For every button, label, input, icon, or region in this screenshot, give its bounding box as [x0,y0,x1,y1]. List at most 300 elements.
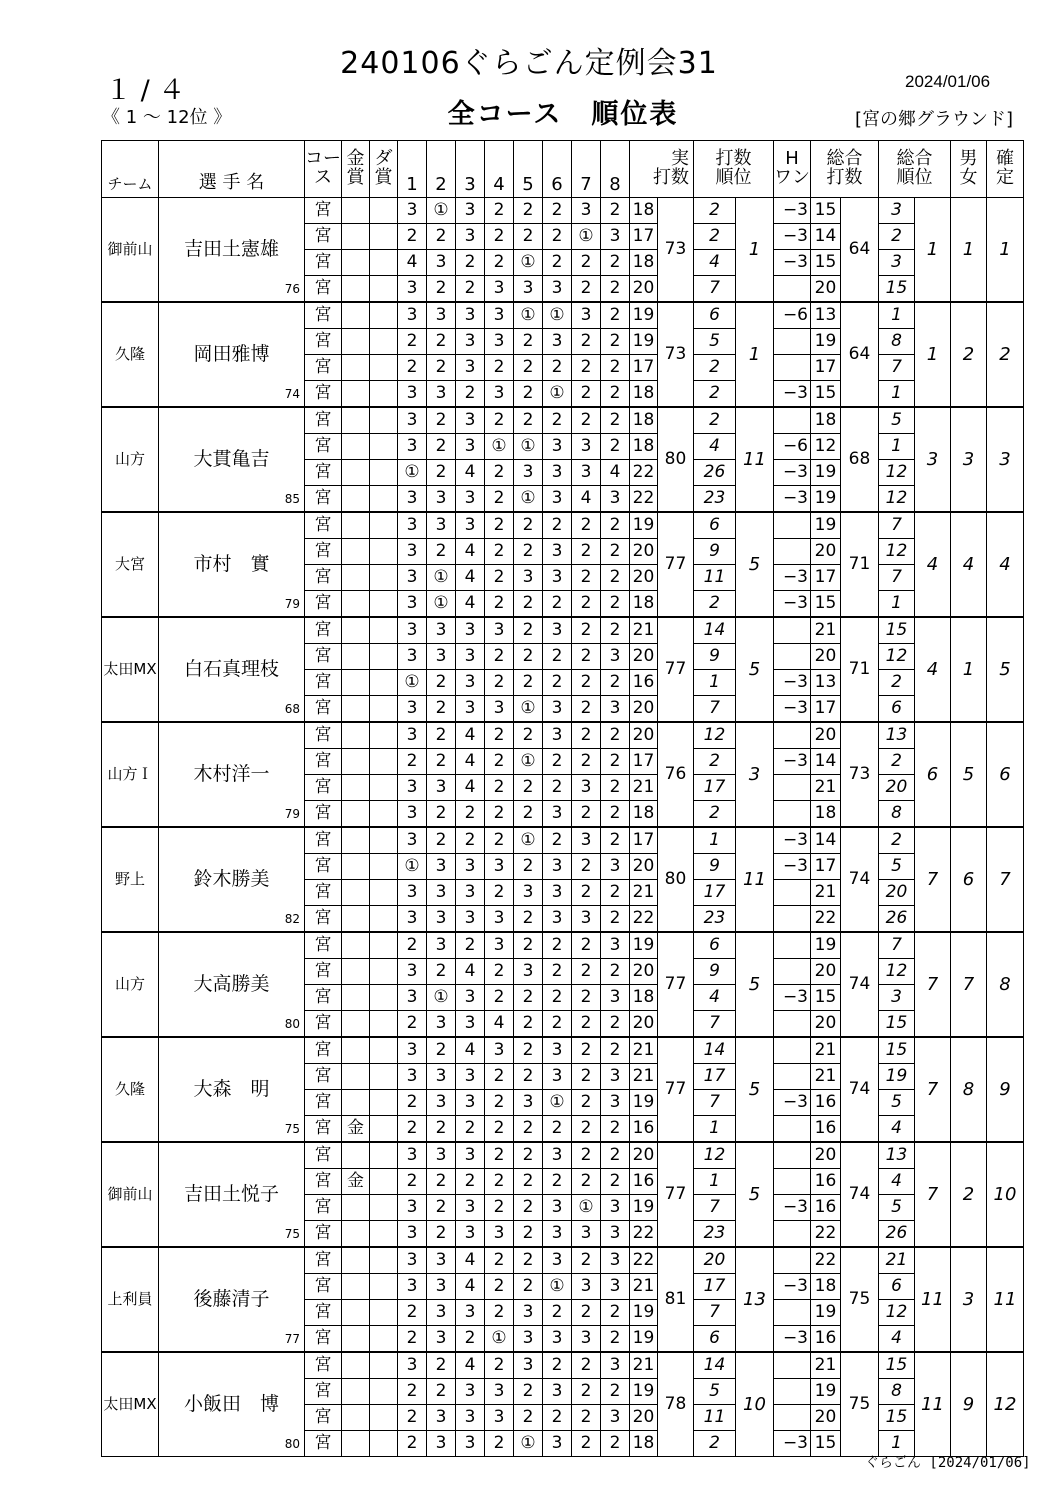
round-rank-cell: 1 [694,1116,736,1143]
da-cell [370,617,398,644]
final-rank-cell: 11 [987,1247,1024,1352]
sub-total-cell: 14 [811,827,841,854]
hole-score-cell: 3 [398,906,427,933]
hole-score-cell: 2 [427,276,456,303]
hole-score-cell: 3 [398,1352,427,1379]
player-name: 後藤清子 [193,1288,270,1310]
h1-cell: −3 [774,1431,811,1457]
hole-score-cell: 4 [456,1352,485,1379]
sub-total-cell: 17 [811,854,841,880]
sub-rank-cell: 4 [879,1116,915,1143]
gold-cell [342,1064,370,1090]
strokes-rank-cell: 1 [736,302,774,407]
sub-rank-cell: 5 [879,1195,915,1221]
gold-cell [342,827,370,854]
hole-score-cell: 3 [398,827,427,854]
hole-score-cell: 3 [543,460,572,486]
hole-score-cell: 2 [543,749,572,775]
sub-total-cell: 14 [811,749,841,775]
course-cell: 宮 [305,644,342,670]
round-sum-cell: 19 [630,1300,658,1326]
hole-score-cell: 3 [572,1221,601,1248]
strokes-rank-cell: 13 [736,1247,774,1352]
hole-score-cell: 2 [485,1431,514,1457]
hole-score-cell: 2 [601,1116,630,1143]
sub-rank-cell: 15 [879,1352,915,1379]
hole-score-cell: 3 [427,1142,456,1169]
hole-score-cell: 2 [398,1379,427,1405]
h1-cell: −3 [774,1274,811,1300]
round-rank-cell: 9 [694,854,736,880]
hole-score-cell: 3 [398,1221,427,1248]
h1-cell: −3 [774,1090,811,1116]
player-age: 77 [284,1332,300,1346]
h1-cell: −3 [774,224,811,250]
hole-score-cell: 2 [572,1247,601,1274]
hole-score-cell: 2 [485,565,514,591]
hole-score-cell: 3 [572,1274,601,1300]
col-final: 確 定 [987,141,1024,198]
course-cell: 宮 [305,276,342,303]
hole-score-cell: 3 [398,486,427,513]
hole-score-cell: 3 [601,1090,630,1116]
total-rank-cell: 7 [915,827,951,932]
sub-total-cell: 19 [811,512,841,539]
hole-score-cell: 3 [398,276,427,303]
hole-score-cell: 2 [601,198,630,224]
round-sum-cell: 22 [630,906,658,933]
sub-rank-cell: 12 [879,959,915,985]
hole-score-cell: 2 [601,407,630,434]
col-hole-4: 4 [485,141,514,198]
hole-score-cell: 3 [456,906,485,933]
hole-score-cell: 3 [427,1247,456,1274]
da-cell [370,1405,398,1431]
hole-score-cell: 3 [514,460,543,486]
table-row [102,1352,1024,1379]
gold-cell [342,1379,370,1405]
hole-score-cell: 2 [572,329,601,355]
sub-rank-cell: 12 [879,539,915,565]
hole-score-cell: 2 [601,1037,630,1064]
sub-rank-cell: 15 [879,617,915,644]
player-name: 市村 實 [193,553,270,575]
hole-score-cell: 3 [456,1011,485,1038]
total-strokes-cell: 74 [841,1037,879,1142]
hole-score-cell: 2 [485,250,514,276]
hole-score-cell: 2 [572,696,601,723]
col-hole-5: 5 [514,141,543,198]
table-row [102,1247,1024,1274]
col-total-rank: 総合 順位 [879,141,951,198]
hole-score-cell: 3 [601,644,630,670]
h1-cell: −3 [774,198,811,224]
da-cell [370,1247,398,1274]
hole-score-cell: 4 [456,460,485,486]
round-rank-cell: 2 [694,591,736,618]
final-rank-cell: 1 [987,198,1024,303]
hole-score-cell: 2 [485,775,514,801]
da-cell [370,355,398,381]
round-rank-cell: 12 [694,1142,736,1169]
hole-score-cell: 2 [427,1221,456,1248]
h1-cell: −3 [774,749,811,775]
hole-score-cell: 2 [601,1379,630,1405]
strokes-rank-cell: 5 [736,617,774,722]
sub-rank-cell: 2 [879,670,915,696]
hole-score-cell: 2 [601,880,630,906]
final-rank-cell: 6 [987,722,1024,827]
hole-score-cell: 3 [543,276,572,303]
player-name: 鈴木勝美 [193,868,270,890]
hole-score-cell: 3 [601,696,630,723]
round-rank-cell: 26 [694,460,736,486]
hole-score-cell: 4 [485,1011,514,1038]
gold-cell [342,512,370,539]
hole-score-cell: 2 [398,1431,427,1457]
h1-cell [774,407,811,434]
hole-score-cell: 3 [398,1274,427,1300]
player-age: 68 [284,702,300,716]
final-rank-cell: 10 [987,1142,1024,1247]
h1-cell [774,1142,811,1169]
gold-cell [342,1326,370,1353]
hole-score-cell: 2 [601,959,630,985]
hole-score-cell: 2 [572,1379,601,1405]
sub-rank-cell: 15 [879,1011,915,1038]
sub-total-cell: 20 [811,1011,841,1038]
hole-score-cell: 2 [543,591,572,618]
gold-cell [342,617,370,644]
table-row [102,617,1024,644]
team-cell: 山方 [102,407,159,512]
hole-score-cell: 2 [398,1300,427,1326]
h1-cell [774,1300,811,1326]
course-cell: 宮 [305,827,342,854]
round-rank-cell: 23 [694,486,736,513]
player-cell [159,1037,305,1142]
player-cell [159,198,305,303]
hole-score-cell: 3 [456,302,485,329]
total-strokes-cell: 74 [841,932,879,1037]
da-cell [370,1379,398,1405]
gold-cell [342,775,370,801]
hole-score-cell: ① [572,224,601,250]
hole-score-cell: 3 [601,1405,630,1431]
round-sum-cell: 21 [630,1064,658,1090]
sub-rank-cell: 21 [879,1247,915,1274]
round-rank-cell: 6 [694,302,736,329]
hole-score-cell: 2 [514,775,543,801]
hole-score-cell: 2 [485,749,514,775]
hole-score-cell: 2 [427,1116,456,1143]
hole-score-cell: 3 [485,381,514,408]
hole-score-cell: 3 [601,1064,630,1090]
final-rank-cell: 4 [987,512,1024,617]
hole-score-cell: 2 [427,1379,456,1405]
round-sum-cell: 18 [630,198,658,224]
table-row [102,512,1024,539]
da-cell [370,539,398,565]
total-strokes-cell: 75 [841,1352,879,1457]
sub-rank-cell: 2 [879,749,915,775]
h1-cell [774,1169,811,1195]
h1-cell [774,959,811,985]
gold-cell [342,539,370,565]
sub-total-cell: 20 [811,1405,841,1431]
hole-score-cell: 2 [485,1064,514,1090]
gold-cell [342,670,370,696]
hole-score-cell: 3 [543,1431,572,1457]
sub-rank-cell: 2 [879,827,915,854]
hole-score-cell: 3 [398,959,427,985]
round-rank-cell: 9 [694,959,736,985]
hole-score-cell: 2 [398,1405,427,1431]
sub-rank-cell: 6 [879,1274,915,1300]
hole-score-cell: 4 [456,959,485,985]
gold-cell [342,906,370,933]
hole-score-cell: 2 [514,1247,543,1274]
hole-score-cell: 2 [601,1011,630,1038]
round-sum-cell: 21 [630,775,658,801]
round-sum-cell: 21 [630,1352,658,1379]
player-age: 74 [284,387,300,401]
hole-score-cell: 2 [572,801,601,828]
sub-total-cell: 15 [811,591,841,618]
sub-total-cell: 13 [811,670,841,696]
player-age: 75 [284,1122,300,1136]
course-cell: 宮 [305,460,342,486]
gold-cell [342,460,370,486]
hole-score-cell: 2 [485,880,514,906]
da-cell [370,1195,398,1221]
da-cell [370,512,398,539]
hole-score-cell: 2 [514,329,543,355]
hole-score-cell: 2 [485,407,514,434]
gold-cell [342,486,370,513]
round-sum-cell: 18 [630,250,658,276]
hole-score-cell: 2 [543,1169,572,1195]
hole-score-cell: 3 [485,617,514,644]
hole-score-cell: 2 [572,1300,601,1326]
round-sum-cell: 19 [630,329,658,355]
hole-score-cell: 2 [543,1011,572,1038]
hole-score-cell: 2 [514,1274,543,1300]
final-rank-cell: 8 [987,932,1024,1037]
round-sum-cell: 16 [630,670,658,696]
hole-score-cell: 2 [514,985,543,1011]
hole-score-cell: 3 [398,1064,427,1090]
team-cell: 大宮 [102,512,159,617]
hole-score-cell: 2 [601,722,630,749]
da-cell [370,250,398,276]
gold-cell [342,722,370,749]
round-sum-cell: 17 [630,224,658,250]
sub-total-cell: 19 [811,1300,841,1326]
hole-score-cell: 3 [398,722,427,749]
hole-score-cell: 2 [514,407,543,434]
hole-score-cell: 2 [456,801,485,828]
course-cell: 宮 [305,959,342,985]
sub-rank-cell: 8 [879,329,915,355]
actual-total-cell: 80 [658,827,694,932]
player-age: 85 [284,492,300,506]
gold-cell [342,644,370,670]
hole-score-cell: ① [514,1431,543,1457]
hole-score-cell: 2 [572,1431,601,1457]
col-h1: H ワン [774,141,811,198]
hole-score-cell: 3 [427,1090,456,1116]
course-cell: 宮 [305,696,342,723]
h1-cell [774,801,811,828]
sub-total-cell: 16 [811,1326,841,1353]
course-cell: 宮 [305,565,342,591]
course-cell: 宮 [305,381,342,408]
round-sum-cell: 20 [630,722,658,749]
hole-score-cell: ① [572,1195,601,1221]
player-age: 75 [284,1227,300,1241]
hole-score-cell: 2 [543,932,572,959]
hole-score-cell: 3 [427,617,456,644]
hole-score-cell: 2 [398,1116,427,1143]
course-cell: 宮 [305,1247,342,1274]
sub-total-cell: 22 [811,906,841,933]
round-rank-cell: 1 [694,1169,736,1195]
hole-score-cell: 2 [543,985,572,1011]
hole-score-cell: 3 [514,1090,543,1116]
round-rank-cell: 2 [694,801,736,828]
hole-score-cell: 2 [514,1037,543,1064]
hole-score-cell: 2 [456,381,485,408]
hole-score-cell: 2 [543,407,572,434]
da-cell [370,1064,398,1090]
round-rank-cell: 12 [694,722,736,749]
sub-total-cell: 19 [811,460,841,486]
hole-score-cell: 2 [398,749,427,775]
hole-score-cell: 2 [543,670,572,696]
final-rank-cell: 3 [987,407,1024,512]
h1-cell [774,1405,811,1431]
gold-cell [342,801,370,828]
total-rank-cell: 1 [915,302,951,407]
sub-total-cell: 16 [811,1090,841,1116]
course-cell: 宮 [305,670,342,696]
col-hole-8: 8 [601,141,630,198]
hole-score-cell: 3 [514,959,543,985]
hole-score-cell: 2 [514,1142,543,1169]
hole-score-cell: 3 [543,565,572,591]
gold-cell [342,381,370,408]
course-cell: 宮 [305,1195,342,1221]
h1-cell [774,539,811,565]
hole-score-cell: 2 [543,512,572,539]
sub-total-cell: 15 [811,198,841,224]
round-sum-cell: 22 [630,1221,658,1248]
da-cell [370,775,398,801]
col-hole-3: 3 [456,141,485,198]
hole-score-cell: 2 [427,670,456,696]
hole-score-cell: 2 [543,1300,572,1326]
hole-score-cell: 3 [543,1379,572,1405]
hole-score-cell: ① [514,827,543,854]
hole-score-cell: 2 [514,617,543,644]
round-rank-cell: 7 [694,1195,736,1221]
hole-score-cell: ① [543,381,572,408]
gold-cell [342,696,370,723]
round-sum-cell: 20 [630,565,658,591]
course-cell: 宮 [305,329,342,355]
sub-rank-cell: 20 [879,880,915,906]
gender-rank-cell: 4 [951,512,987,617]
hole-score-cell: 2 [485,460,514,486]
hole-score-cell: 2 [485,355,514,381]
gold-cell [342,407,370,434]
hole-score-cell: 3 [398,775,427,801]
sub-total-cell: 15 [811,985,841,1011]
round-sum-cell: 19 [630,1379,658,1405]
hole-score-cell: 2 [543,250,572,276]
course-cell: 宮 [305,1037,342,1064]
da-cell [370,224,398,250]
h1-cell: −3 [774,670,811,696]
hole-score-cell: 3 [601,985,630,1011]
h1-cell [774,1379,811,1405]
player-age: 80 [284,1437,300,1451]
gold-cell [342,329,370,355]
hole-score-cell: 3 [398,198,427,224]
hole-score-cell: 2 [601,1142,630,1169]
hole-score-cell: 2 [572,565,601,591]
gold-cell [342,985,370,1011]
hole-score-cell: 3 [456,1195,485,1221]
player-cell [159,1142,305,1247]
hole-score-cell: 3 [543,696,572,723]
round-sum-cell: 22 [630,460,658,486]
sub-rank-cell: 8 [879,801,915,828]
hole-score-cell: 2 [572,276,601,303]
hole-score-cell: 2 [427,801,456,828]
course-cell: 宮 [305,1116,342,1143]
hole-score-cell: 2 [485,827,514,854]
hole-score-cell: 3 [601,1247,630,1274]
hole-score-cell: 2 [514,1169,543,1195]
sub-rank-cell: 26 [879,1221,915,1248]
hole-score-cell: 3 [543,329,572,355]
hole-score-cell: 3 [398,381,427,408]
hole-score-cell: 2 [485,512,514,539]
hole-score-cell: 2 [485,486,514,513]
hole-score-cell: 3 [456,1064,485,1090]
gender-rank-cell: 8 [951,1037,987,1142]
h1-cell [774,906,811,933]
col-da: ダ 賞 [370,141,398,198]
hole-score-cell: ① [427,985,456,1011]
hole-score-cell: 2 [456,1326,485,1353]
sub-total-cell: 17 [811,355,841,381]
round-sum-cell: 17 [630,749,658,775]
da-cell [370,434,398,460]
course-cell: 宮 [305,224,342,250]
hole-score-cell: 2 [485,722,514,749]
gold-cell [342,1221,370,1248]
da-cell [370,827,398,854]
da-cell [370,932,398,959]
gender-rank-cell: 5 [951,722,987,827]
team-cell: 山方Ｉ [102,722,159,827]
sub-total-cell: 19 [811,329,841,355]
hole-score-cell: 2 [601,434,630,460]
course-cell: 宮 [305,1405,342,1431]
